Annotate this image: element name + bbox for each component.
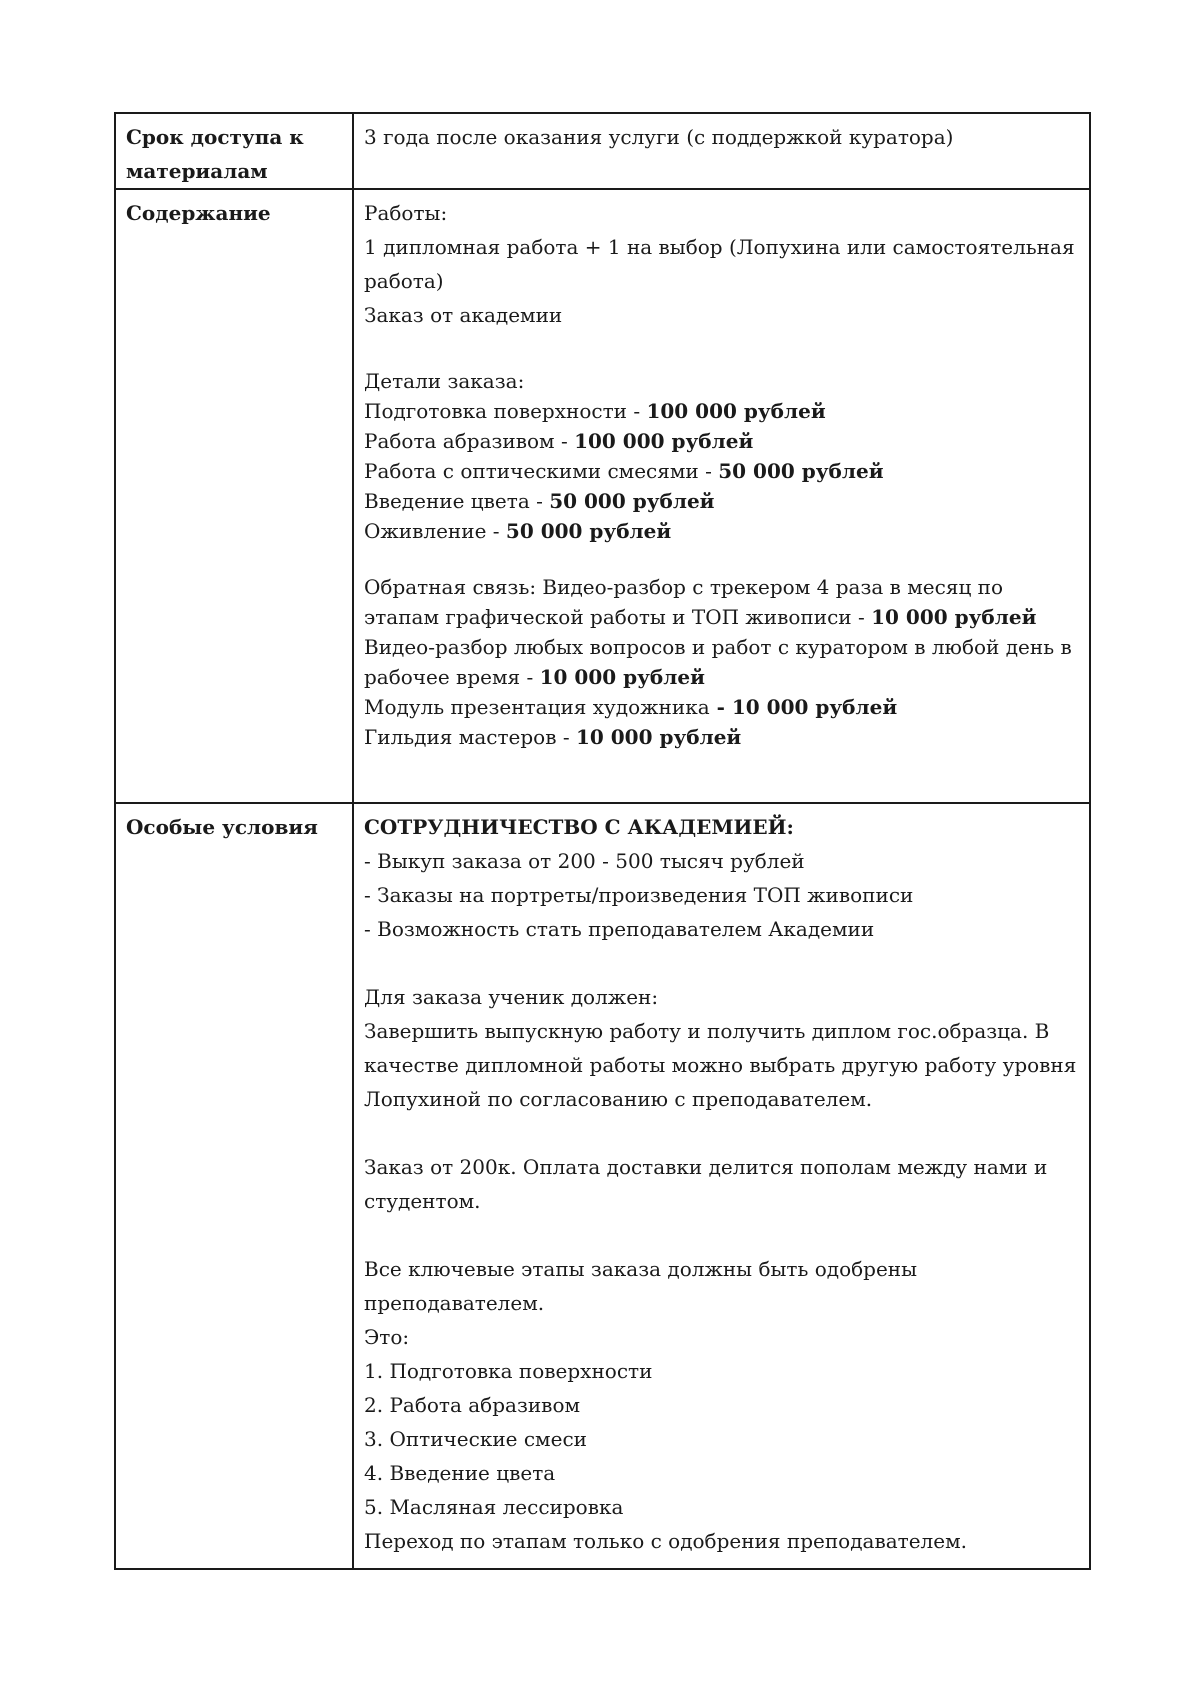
detail-price: 100 000 рублей (574, 429, 754, 453)
spacer (364, 546, 1079, 572)
content-value (353, 189, 1090, 803)
cooperation-bullet: - Возможность стать преподавателем Академии (364, 917, 875, 941)
spacer (364, 1116, 1079, 1150)
cooperation-heading: СОТРУДНИЧЕСТВО С АКАДЕМИЕЙ: (364, 815, 794, 839)
spacer (364, 332, 1079, 366)
feedback-item (364, 572, 1079, 632)
access-value (353, 113, 1090, 189)
access-value-text: 3 года после оказания услуги (с поддержкой куратора) (364, 125, 954, 149)
stage-item: 4. Введение цвета (364, 1461, 556, 1485)
feedback-text: Гильдия мастеров - (364, 725, 576, 749)
table-row-access (115, 113, 1090, 189)
works-heading: Работы: (364, 201, 448, 225)
feedback-price: 10 000 рублей (575, 725, 742, 749)
special-label: Особые условия (115, 803, 353, 1569)
table-row-content (115, 189, 1090, 803)
detail-price: 50 000 рублей (718, 459, 884, 483)
detail-text: Работа абразивом - (364, 429, 575, 453)
cooperation-bullet: - Выкуп заказа от 200 - 500 тысяч рублей (364, 849, 805, 873)
stage-item: 1. Подготовка поверхности (364, 1359, 653, 1383)
access-label: Срок доступа к материалам (115, 113, 353, 189)
feedback-text: Модуль презентация художника (364, 695, 710, 719)
detail-text: Оживление - (364, 519, 506, 543)
spacer (364, 946, 1079, 980)
spacer (364, 1218, 1079, 1252)
feedback-text: Видео-разбор любых вопросов и работ с куратором в любой день в рабочее время - (364, 635, 1072, 689)
detail-text: Введение цвета - (364, 489, 550, 513)
student-heading: Для заказа ученик должен: (364, 985, 659, 1009)
order-text: Заказ от 200к. Оплата доставки делится пополам между нами и студентом. (364, 1155, 1048, 1213)
detail-price: 50 000 рублей (505, 519, 672, 543)
detail-price: 100 000 рублей (646, 399, 826, 423)
transition-text: Переход по этапам только с одобрения преподавателем. (364, 1529, 967, 1553)
feedback-text: Обратная связь: Видео-разбор с трекером 4 раза в месяц по этапам графической работы и ТОП живописи - (364, 575, 1004, 629)
feedback-price: 10 000 рублей (871, 605, 1037, 629)
detail-item (364, 396, 1079, 426)
stage-item: 3. Оптические смеси (364, 1427, 587, 1451)
this-label: Это: (364, 1325, 410, 1349)
order-details-block (364, 366, 1079, 752)
approval-text: Все ключевые этапы заказа должны быть одобрены преподавателем. (364, 1257, 918, 1315)
special-value (353, 803, 1090, 1569)
feedback-item (364, 722, 1079, 752)
conditions-table (114, 112, 1091, 1570)
table-row-special (115, 803, 1090, 1569)
content-label: Содержание (115, 189, 353, 803)
detail-item (364, 486, 1079, 516)
detail-item (364, 426, 1079, 456)
feedback-price: - 10 000 рублей (709, 695, 898, 719)
details-heading: Детали заказа: (364, 369, 525, 393)
works-line: 1 дипломная работа + 1 на выбор (Лопухина или самостоятельная работа) (364, 235, 1075, 293)
feedback-item (364, 632, 1079, 692)
order-line: Заказ от академии (364, 303, 563, 327)
student-text: Завершить выпускную работу и получить диплом гос.образца. В качестве дипломной работы можно выбрать другую работу уровня Лопухиной по согласованию с преподавателем. (364, 1019, 1077, 1111)
detail-item (364, 456, 1079, 486)
stage-item: 5. Масляная лессировка (364, 1495, 624, 1519)
feedback-item (364, 692, 1079, 722)
feedback-price: 10 000 рублей (539, 665, 705, 689)
detail-text: Подготовка поверхности - (364, 399, 647, 423)
detail-price: 50 000 рублей (549, 489, 715, 513)
cooperation-bullet: - Заказы на портреты/произведения ТОП живописи (364, 883, 914, 907)
detail-item (364, 516, 1079, 546)
detail-text: Работа с оптическими смесями - (364, 459, 719, 483)
stage-item: 2. Работа абразивом (364, 1393, 581, 1417)
